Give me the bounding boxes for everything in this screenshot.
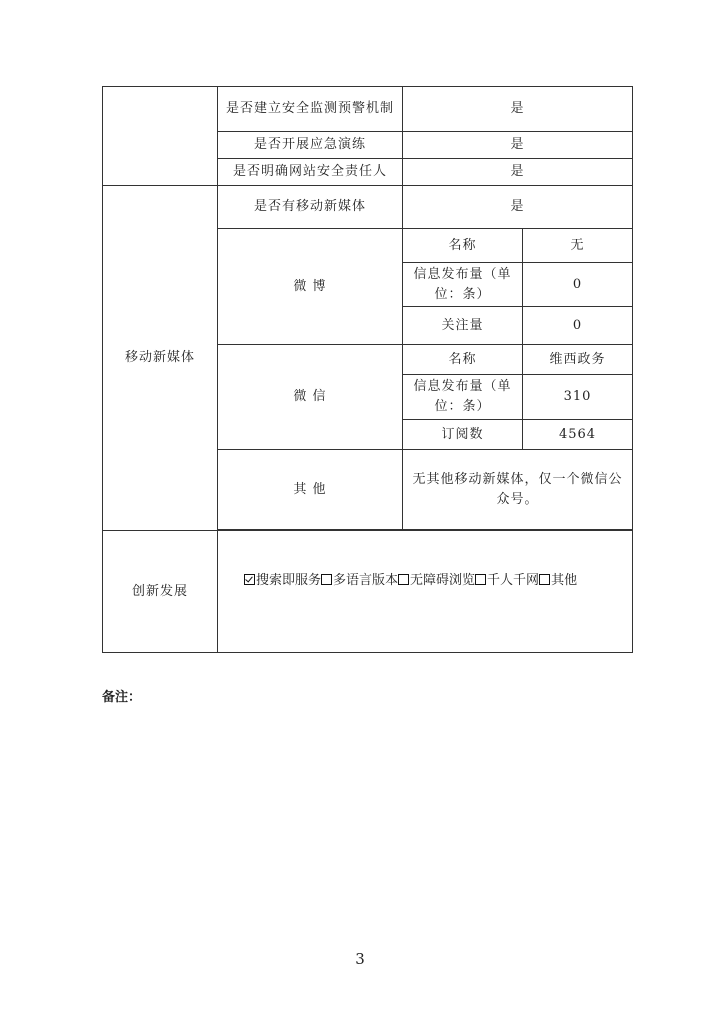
- note-label: 备注：: [102, 690, 142, 705]
- innovation-option[interactable]: 其他: [539, 573, 577, 588]
- owner-label: 是否明确网站安全责任人: [218, 159, 403, 186]
- security-section-label: [103, 87, 218, 186]
- checkbox-icon[interactable]: [244, 574, 255, 585]
- other-media-value: 无其他移动新媒体，仅一个微信公众号。: [403, 450, 633, 530]
- other-media-label: 其 他: [218, 450, 403, 530]
- innovation-option[interactable]: 搜索即服务: [244, 573, 321, 588]
- report-table: [102, 86, 633, 653]
- checkbox-icon[interactable]: [539, 574, 550, 585]
- mobile-section-label: 移动新媒体: [103, 186, 218, 531]
- page-number: 3: [355, 950, 365, 968]
- innovation-option[interactable]: 无障碍浏览: [398, 573, 475, 588]
- weibo-posts-label: 信息发布量（单位：条）: [403, 263, 523, 307]
- has-mobile-value: 是: [403, 186, 633, 229]
- wechat-label: 微 信: [218, 345, 403, 450]
- has-mobile-label: 是否有移动新媒体: [218, 186, 403, 229]
- wechat-name-label: 名称: [403, 345, 523, 375]
- drill-label: 是否开展应急演练: [218, 132, 403, 159]
- wechat-posts-value: 310: [523, 375, 633, 420]
- innovation-options: [218, 531, 633, 653]
- weibo-followers-value: 0: [523, 307, 633, 345]
- wechat-subs-value: 4564: [523, 420, 633, 450]
- weibo-posts-value: 0: [523, 263, 633, 307]
- innovation-option[interactable]: 千人千网: [475, 573, 539, 588]
- monitoring-value: 是: [403, 87, 633, 132]
- innovation-option[interactable]: 多语言版本: [321, 573, 398, 588]
- wechat-name-value: 维西政务: [523, 345, 633, 375]
- wechat-subs-label: 订阅数: [403, 420, 523, 450]
- checkbox-icon[interactable]: [398, 574, 409, 585]
- weibo-name-label: 名称: [403, 229, 523, 263]
- owner-value: 是: [403, 159, 633, 186]
- checkbox-icon[interactable]: [475, 574, 486, 585]
- weibo-name-value: 无: [523, 229, 633, 263]
- monitoring-label: 是否建立安全监测预警机制: [218, 87, 403, 132]
- drill-value: 是: [403, 132, 633, 159]
- wechat-posts-label: 信息发布量（单位：条）: [403, 375, 523, 420]
- innovation-label: 创新发展: [103, 531, 218, 653]
- weibo-followers-label: 关注量: [403, 307, 523, 345]
- checkbox-icon[interactable]: [321, 574, 332, 585]
- weibo-label: 微 博: [218, 229, 403, 345]
